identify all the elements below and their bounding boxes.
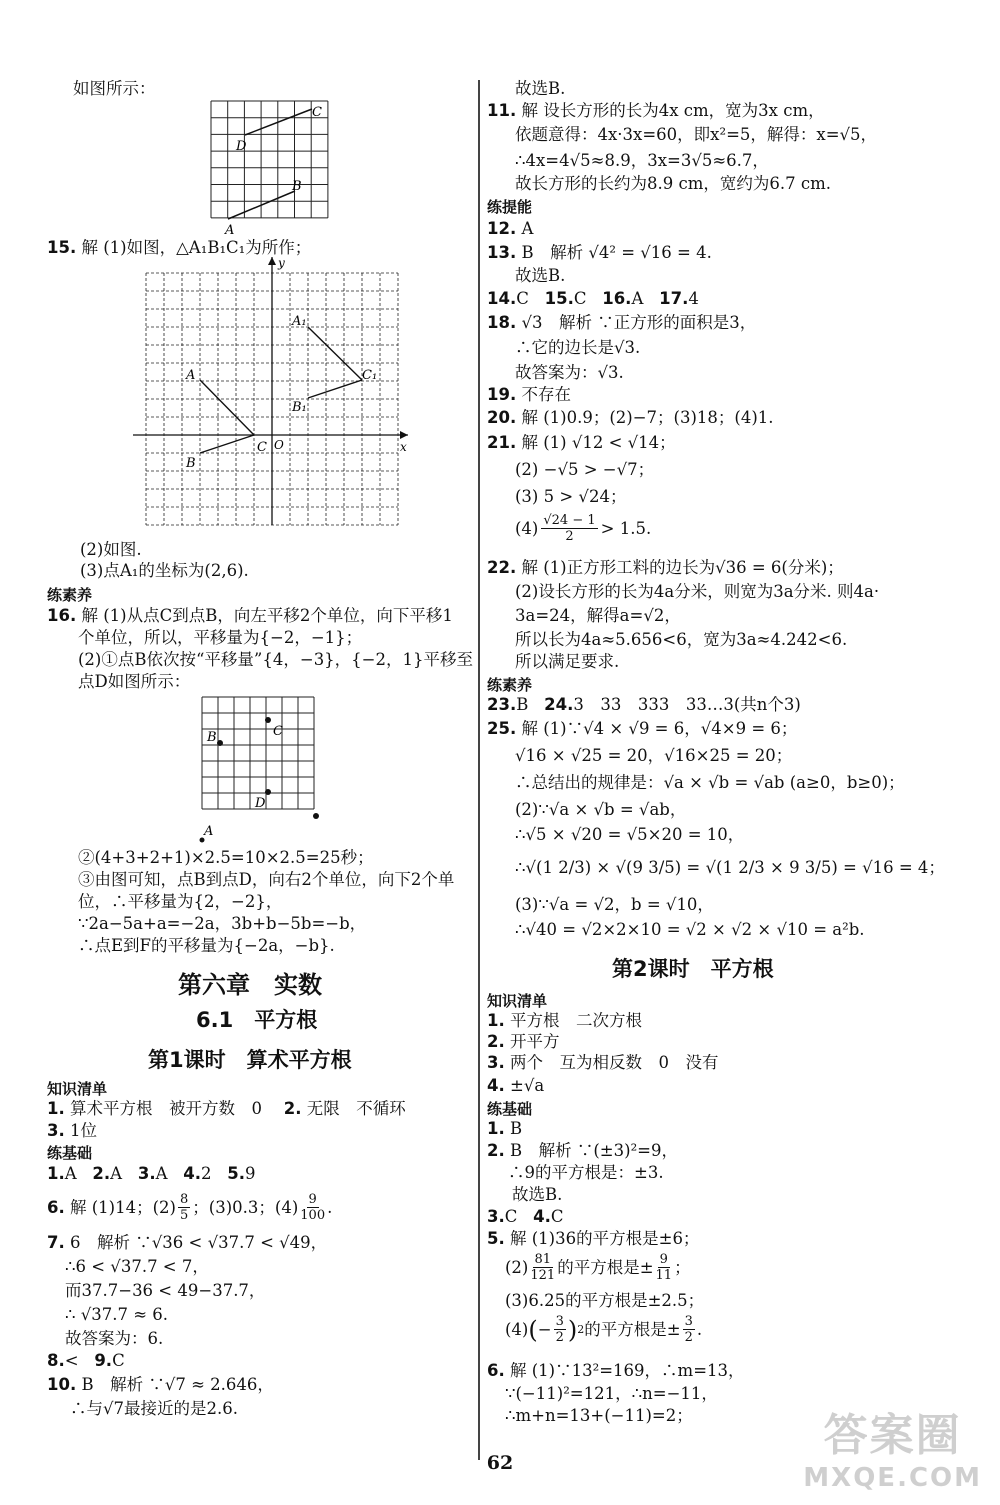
q17-answer: 4 [688, 289, 699, 308]
q5-2-f2-num: 9 [659, 1252, 668, 1267]
q5-line2 [505, 1252, 691, 1283]
q7-line2: ∴6 < √37.7 < 7， [65, 1257, 209, 1276]
q5-2-fraction-2 [656, 1252, 673, 1283]
q7-text1: 6 解析 ∵√36 < √37.7 < √49， [70, 1233, 328, 1252]
q25-text1: 解 (1)∵√4 × √9 = 6，√4×9 = 6； [521, 719, 798, 738]
q25-line2: √16 × √25 = 20，√16×25 = 20； [515, 746, 793, 765]
q14-answer: C [516, 289, 529, 308]
ljc2-4-answer: C [550, 1207, 564, 1226]
q22-line4: 所以长为4a≈5.656<6，宽为3a≈4.242<6. [515, 630, 848, 649]
q21-line2: (2) −√5 > −√7； [515, 460, 655, 479]
q11-number: 11. [487, 101, 517, 120]
q21-text1: 解 (1) √12 < √14； [521, 433, 676, 452]
q22-line3: 3a=24，解得a=√2， [515, 606, 681, 625]
q12-number: 12. [487, 219, 517, 238]
ljc2-line2 [487, 1140, 678, 1162]
q6-f2-num: 9 [308, 1192, 317, 1207]
ljc2-3-number: 3. [487, 1207, 505, 1226]
q16r-number: 16. [602, 289, 632, 308]
section-liantineng: 练提能 [487, 198, 533, 216]
divider-line [478, 80, 480, 1460]
q11-line3: ∴4x=4√5≈8.9，3x=3√5≈6.7， [515, 151, 769, 170]
q5-2-f2-den: 11 [655, 1268, 673, 1283]
q5-number: 5. [487, 1229, 505, 1248]
q16-number: 16. [47, 606, 77, 625]
q25-line1 [487, 718, 797, 740]
q5-4-minus: − [537, 1319, 552, 1339]
ljc2-34-line [487, 1206, 564, 1228]
q5-4-f1-den: 2 [555, 1330, 564, 1345]
zs-line3 [47, 1120, 97, 1142]
q16-after4: ∵2a−5a+a=−2a，3b+b−5b=−b， [78, 914, 367, 933]
zs2-2-number: 2. [487, 1032, 505, 1051]
q7-line5: 故答案为：6. [65, 1329, 164, 1348]
ljc2-line1 [487, 1118, 522, 1140]
ljc4-number: 4. [183, 1164, 202, 1183]
q20-number: 20. [487, 408, 517, 427]
chapter-title: 第六章 实数 [178, 971, 322, 999]
q25-line6: ∴√(1 2/3) × √(9 3/5) = √(1 2/3 × 9 3/5) = √16 = 4； [515, 858, 945, 877]
q5-2-fraction-1 [530, 1252, 555, 1283]
q22-number: 22. [487, 558, 517, 577]
q14-17-line [487, 288, 699, 310]
q8-answer: < [64, 1351, 79, 1370]
fig1-label-a: A [225, 223, 235, 238]
q6r-line3: ∴m+n=13+(−11)=2； [505, 1406, 693, 1425]
ljc2-line4: 故选B. [512, 1185, 563, 1204]
section-lianjichu: 练基础 [47, 1144, 93, 1162]
section-zhishiqingdan-2: 知识清单 [487, 992, 548, 1010]
ljc1-answer: A [64, 1164, 77, 1183]
q15-part3: (3)点A₁的坐标为(2,6). [80, 561, 249, 580]
section-lianshuyang: 练素养 [47, 586, 93, 604]
q18-text1: √3 解析 ∵正方形的面积是3， [521, 313, 757, 332]
q9-answer: C [112, 1351, 125, 1370]
q21-line4 [515, 513, 651, 544]
q13-number: 13. [487, 243, 517, 262]
q22-text1: 解 (1)正方形工料的边长为√36 = 6(分米)； [521, 558, 844, 577]
q6r-line2: ∵(−11)²=121，∴n=−11， [505, 1384, 718, 1403]
q8-9-line [47, 1350, 125, 1372]
q5-2-end: ； [674, 1257, 691, 1277]
ljc5-answer: 9 [245, 1164, 256, 1183]
q17-number: 17. [659, 289, 689, 308]
ljc2-2-text1: B 解析 ∵(±3)²=9， [510, 1141, 679, 1160]
q21-4-pre: (4) [515, 518, 539, 538]
q16-after5: ∴点E到F的平移量为{−2a，−b}. [78, 936, 335, 955]
q11-line2: 依题意得：4x·3x=60，即x²=5，解得：x=√5， [515, 125, 878, 144]
q6-line [47, 1192, 332, 1223]
q5-4-pre: (4) [505, 1319, 529, 1339]
zs2-line3 [487, 1052, 719, 1074]
q16-line1 [47, 605, 453, 627]
y-axis-label: y [278, 256, 285, 270]
q25-line3: ∴总结出的规律是：√a × √b = √ab (a≥0，b≥0)； [515, 773, 905, 792]
label-c1: C₁ [362, 368, 378, 383]
ljc2-2-number: 2. [487, 1141, 505, 1160]
q16-after2: ③由图可知，点B到点D，向右2个单位，向下2个单 [78, 870, 455, 889]
q15r-answer: C [573, 289, 587, 308]
q5-line4 [505, 1314, 702, 1345]
q5-line3: (3)6.25的平方根是±2.5； [505, 1291, 705, 1310]
label-b1: B₁ [292, 400, 307, 415]
q25-line8: ∴√40 = √2×2×10 = √2 × √2 × √10 = a²b. [515, 920, 865, 939]
q19-line [487, 384, 571, 406]
q5-text1: 解 (1)36的平方根是±6； [510, 1229, 700, 1248]
ljc2-1-answer: B [510, 1119, 523, 1138]
q5-4-fraction-1 [554, 1314, 566, 1345]
q5-4-end: . [696, 1319, 703, 1339]
grid-figure-3 [195, 695, 340, 845]
ljc1-number: 1. [47, 1164, 65, 1183]
coordinate-grid-figure [128, 255, 413, 530]
q6-number: 6. [47, 1197, 65, 1217]
q12-answer: A [521, 219, 534, 238]
lesson1-title: 第1课时 算术平方根 [148, 1048, 352, 1072]
q13-line1 [487, 242, 712, 264]
fig1-label-d: D [236, 139, 247, 154]
fig1-intro: 如图所示： [73, 79, 156, 98]
zs2-4-text: ±√a [510, 1076, 545, 1095]
ljc2-answer: A [110, 1164, 123, 1183]
q21-4-post: > 1.5. [600, 518, 652, 538]
q25-number: 25. [487, 719, 517, 738]
q7-number: 7. [47, 1233, 65, 1252]
q16r-answer: A [631, 289, 644, 308]
zs2-line1 [487, 1010, 642, 1032]
section-lianjichu-2: 练基础 [487, 1100, 533, 1118]
q9-number: 9. [94, 1351, 113, 1370]
q6-text-pre: 解 (1)14；(2) [70, 1197, 176, 1217]
lesson2-title: 第2课时 平方根 [612, 957, 774, 981]
q11-line1 [487, 100, 825, 122]
q5-2-f1-num: 81 [534, 1252, 552, 1267]
fig3-label-a: A [204, 824, 214, 839]
zs2-3-number: 3. [487, 1053, 505, 1072]
q15-text: 解 (1)如图，△A₁B₁C₁为所作； [81, 238, 312, 257]
q24-number: 24. [544, 695, 574, 714]
q25-line4: (2)∵√a × √b = √ab， [515, 800, 687, 819]
ljc5-number: 5. [227, 1164, 246, 1183]
q21-4-frac-num: √24 − 1 [543, 513, 596, 528]
watermark-logo [803, 1399, 982, 1493]
q5-line1 [487, 1228, 699, 1250]
fig3-label-d: D [255, 796, 266, 811]
q6r-number: 6. [487, 1361, 505, 1380]
zs2-1-number: 1. [487, 1011, 505, 1030]
zs2-line2 [487, 1031, 560, 1053]
ljc4-answer: 2 [201, 1164, 212, 1183]
fig1-label-b: B [292, 179, 302, 194]
ljc2-4-number: 4. [533, 1207, 551, 1226]
zs2-4-number: 4. [487, 1076, 505, 1095]
zs3-text: 1位 [70, 1121, 97, 1140]
q5-2-label: (2) [505, 1257, 529, 1277]
q5-4-paren-close: ) [567, 1315, 578, 1344]
q6-f1-num: 8 [180, 1192, 189, 1207]
q5-4-f1-num: 3 [555, 1314, 564, 1329]
q16-after3: 位，∴平移量为{2，−2}， [78, 892, 283, 911]
q5-4-exponent: 2 [577, 1322, 585, 1336]
q11-line4: 故长方形的长约为8.9 cm，宽约为6.7 cm. [515, 174, 831, 193]
q8-number: 8. [47, 1351, 65, 1370]
q15-part2: (2)如图. [80, 540, 142, 559]
ljc3-answer: A [155, 1164, 168, 1183]
zs-line1 [47, 1098, 406, 1120]
q6-text-end: . [327, 1197, 333, 1217]
ljc2-line3: ∴9的平方根是：±3. [508, 1163, 664, 1182]
fig3-label-b: B [207, 730, 217, 745]
q18-number: 18. [487, 313, 517, 332]
q23-answer: B [516, 695, 529, 714]
q16-text1: 解 (1)从点C到点B，向左平移2个单位，向下平移1 [81, 606, 453, 625]
q12-line [487, 218, 533, 240]
grid-figure-1 [200, 98, 340, 238]
zs2-text: 无限 不循环 [306, 1099, 406, 1118]
q22-line1 [487, 557, 844, 579]
label-a1: A₁ [292, 314, 307, 329]
q5-4-f2-num: 3 [684, 1314, 693, 1329]
q5-4-fraction-2 [683, 1314, 695, 1345]
q7-line4: ∴ √37.7 ≈ 6. [65, 1305, 169, 1324]
ljc2-number: 2. [92, 1164, 111, 1183]
q5-4-paren-open: ( [528, 1315, 538, 1344]
q19-answer: 不存在 [521, 385, 571, 404]
q15-number: 15. [47, 238, 77, 257]
q16-line4: 点D如图所示： [78, 672, 191, 691]
q22-line5: 所以满足要求. [515, 652, 620, 671]
q22-line2: (2)设长方形的长为4a分米，则宽为3a分米. 则4a· [515, 582, 880, 601]
fig3-label-c: C [273, 724, 283, 739]
q6-fraction-1 [178, 1192, 190, 1223]
zs1-text: 算术平方根 被开方数 0 [70, 1099, 279, 1118]
q20-answer: 解 (1)0.9；(2)−7；(3)18；(4)1. [521, 408, 774, 427]
zs2-2-text: 开平方 [510, 1032, 560, 1051]
q7-line3: 而37.7−36 < 49−37.7， [65, 1281, 266, 1300]
q20-line [487, 407, 774, 429]
q15r-number: 15. [544, 289, 574, 308]
q21-4-fraction [541, 513, 597, 544]
origin-label: O [274, 438, 284, 452]
zs2-1-text: 平方根 二次方根 [510, 1011, 642, 1030]
page-number: 62 [486, 1452, 514, 1474]
q6-fraction-2 [300, 1192, 325, 1223]
q13-text1: B 解析 √4² = √16 = 4. [521, 243, 712, 262]
ljc2-1-number: 1. [487, 1119, 505, 1138]
q16-after1: ②(4+3+2+1)×2.5=10×2.5=25秒； [78, 848, 374, 867]
q10-text1: B 解析 ∵√7 ≈ 2.646， [81, 1375, 274, 1394]
r-first-line: 故选B. [515, 79, 566, 98]
zs2-number: 2. [283, 1099, 302, 1118]
section-lianshuyang-2: 练素养 [487, 676, 533, 694]
label-a: A [186, 368, 196, 383]
q5-4-mid: 的平方根是± [584, 1319, 681, 1339]
zs2-line4 [487, 1075, 544, 1097]
watermark-bottom: MXQE.COM [803, 1463, 982, 1493]
fig1-label-c: C [312, 105, 322, 120]
label-b: B [186, 456, 196, 471]
q7-line1 [47, 1232, 327, 1254]
q11-text1: 解 设长方形的长为4x cm，宽为3x cm， [521, 101, 825, 120]
q6r-line1 [487, 1360, 745, 1382]
q24-answer: 3 33 333 33…3(共n个3) [573, 695, 801, 714]
label-c: C [257, 440, 267, 455]
q16-line3: (2)①点B依次按“平移量”{4，−3}，{−2，1}平移至 [78, 650, 474, 669]
zs3-number: 3. [47, 1121, 65, 1140]
q21-line1 [487, 432, 676, 454]
q19-number: 19. [487, 385, 517, 404]
q14-number: 14. [487, 289, 517, 308]
section-title: 6.1 平方根 [196, 1008, 318, 1032]
q13-line2: 故选B. [515, 266, 566, 285]
q23-24-line [487, 694, 801, 716]
q21-4-frac-den: 2 [565, 529, 574, 544]
ljc2-3-answer: C [504, 1207, 518, 1226]
watermark-top: 答案圈 [823, 1410, 962, 1461]
q5-4-f2-den: 2 [684, 1330, 693, 1345]
q10-line1 [47, 1374, 274, 1396]
q6-f1-den: 5 [180, 1208, 189, 1223]
q21-line3: (3) 5 > √24； [515, 487, 627, 506]
q23-number: 23. [487, 695, 517, 714]
q6r-text1: 解 (1)∵13²=169，∴m=13， [510, 1361, 745, 1380]
q18-line1 [487, 312, 756, 334]
x-axis-label: x [400, 440, 407, 454]
q6-f2-den: 100 [300, 1208, 326, 1223]
zs2-3-text: 两个 互为相反数 0 没有 [510, 1053, 719, 1072]
q5-2-f1-den: 121 [530, 1268, 556, 1283]
q10-number: 10. [47, 1375, 77, 1394]
ljc-line1 [47, 1163, 256, 1185]
q25-line7: (3)∵√a = √2，b = √10， [515, 895, 714, 914]
q10-line2: ∴与√7最接近的是2.6. [70, 1399, 238, 1418]
ljc3-number: 3. [137, 1164, 156, 1183]
section-zhishiqingdan: 知识清单 [47, 1080, 108, 1098]
q18-line2: ∴它的边长是√3. [515, 338, 641, 357]
q21-number: 21. [487, 433, 517, 452]
zs1-number: 1. [47, 1099, 65, 1118]
q18-line3: 故答案为：√3. [515, 363, 624, 382]
q5-2-mid: 的平方根是± [557, 1257, 654, 1277]
q6-text-mid: ；(3)0.3；(4) [192, 1197, 299, 1217]
q25-line5: ∴√5 × √20 = √5×20 = 10， [515, 825, 745, 844]
q16-line2: 个单位，所以，平移量为{−2，−1}； [78, 628, 363, 647]
